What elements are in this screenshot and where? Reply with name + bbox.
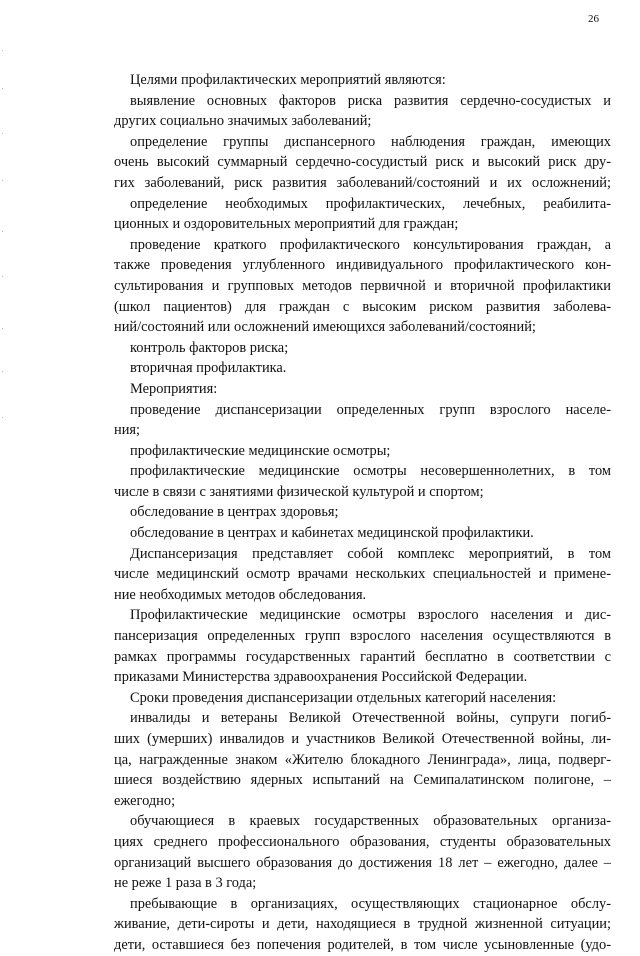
paragraph-line: сультирования и групповых методов первичной и вторичной профилактики [114, 277, 611, 294]
paragraph-first-line: Мероприятия: [130, 380, 218, 397]
paragraph-line: рамках программы государственных гарантий бесплатно в соответствии с [114, 648, 611, 665]
paragraph-first-line: обучающиеся в краевых государственных образовательных организа- [130, 813, 611, 830]
paragraph-line: ца, награжденные знаком «Жителю блокадного Ленинграда», лица, подверг- [114, 751, 611, 768]
paragraph-line: пансеризация определенных групп взрослого населения осуществляются в [114, 628, 611, 645]
paragraph-line: ния; [114, 422, 141, 439]
paragraph-line: других социально значимых заболеваний; [114, 113, 372, 130]
paragraph-first-line: обследование в центрах и кабинетах медицинской профилактики. [130, 525, 534, 542]
paragraph-first-line: профилактические медицинские осмотры; [130, 442, 391, 459]
paragraph-first-line: пребывающие в организациях, осуществляющих стационарное обслу- [130, 895, 611, 912]
paragraph-line: (школ пациентов) для граждан с высоким риском развития заболева- [114, 298, 611, 315]
paragraph-line: ших (умерших) инвалидов и участников Великой Отечественной войны, ли- [114, 731, 611, 747]
paragraph-line: ние необходимых методов обследования. [114, 586, 367, 603]
scan-dot [2, 328, 3, 329]
paragraph-line: шиеся воздействию ядерных испытаний на Семипалатинском полигоне, – [114, 772, 611, 789]
paragraph-first-line: определение необходимых профилактических, лечебных, реабилита- [130, 195, 611, 212]
paragraph-line: ционных и оздоровительных мероприятий для граждан; [114, 216, 459, 233]
paragraph-line: числе в связи с занятиями физической культурой и спортом; [114, 483, 484, 500]
paragraph-first-line: Диспансеризация представляет собой комплекс мероприятий, в том [130, 545, 611, 562]
paragraph-line: также проведения углубленного индивидуального профилактического кон- [114, 257, 611, 274]
paragraph-first-line: определение группы диспансерного наблюдения граждан, имеющих [130, 133, 611, 150]
scan-dot [2, 276, 3, 277]
paragraph-line: числе медицинский осмотр врачами нескольких специальностей и примене- [114, 566, 611, 583]
paragraph-line: живание, дети-сироты и дети, находящиеся в трудной жизненной ситуации; [114, 916, 611, 933]
paragraph-line: очень высокий суммарный сердечно-сосудистый риск и высокий риск дру- [114, 154, 611, 171]
paragraph-line: организаций высшего образования до достижения 18 лет – ежегодно, далее – [114, 854, 611, 871]
scan-dot [2, 88, 3, 89]
paragraph-first-line: Сроки проведения диспансеризации отдельных категорий населения: [130, 689, 557, 706]
paragraph-line: ежегодно; [114, 792, 176, 809]
paragraph-line: не реже 1 раза в 3 года; [114, 875, 257, 892]
paragraph-first-line: профилактические медицинские осмотры несовершеннолетних, в том [130, 463, 611, 480]
scan-dot [2, 417, 3, 418]
paragraph-line: приказами Министерства здравоохранения Российской Федерации. [114, 669, 528, 686]
paragraph-line: ний/состояний или осложнений имеющихся заболеваний/состояний; [114, 319, 536, 336]
scan-dot [2, 133, 3, 134]
paragraph-first-line: выявление основных факторов риска развития сердечно-сосудистых и [130, 92, 611, 109]
paragraph-first-line: вторичная профилактика. [130, 360, 287, 377]
scan-dot [2, 231, 3, 232]
document-body [114, 70, 611, 956]
paragraph-first-line: обследование в центрах здоровья; [130, 504, 339, 521]
paragraph-line: дети, оставшиеся без попечения родителей, в том числе усыновленные (удо- [114, 936, 611, 953]
scan-dot [2, 371, 3, 372]
paragraph-first-line: инвалиды и ветераны Великой Отечественной войны, супруги погиб- [130, 710, 611, 727]
paragraph-first-line: проведение диспансеризации определенных групп взрослого населе- [130, 401, 611, 418]
paragraph-first-line: проведение краткого профилактического консультирования граждан, а [130, 236, 611, 253]
page-number: 26 [588, 13, 599, 25]
paragraph-first-line: Целями профилактических мероприятий являются: [130, 72, 446, 88]
scan-edge-marks [2, 40, 8, 440]
paragraph-line: циях среднего профессионального образования, студенты образовательных [114, 833, 611, 850]
scan-dot [2, 50, 3, 51]
paragraph-line: гих заболеваний, риск развития заболеваний/состояний и их осложнений; [114, 174, 611, 191]
scan-dot [2, 180, 3, 181]
paragraph-first-line: Профилактические медицинские осмотры взрослого населения и дис- [130, 607, 611, 624]
paragraph-first-line: контроль факторов риска; [130, 339, 289, 356]
